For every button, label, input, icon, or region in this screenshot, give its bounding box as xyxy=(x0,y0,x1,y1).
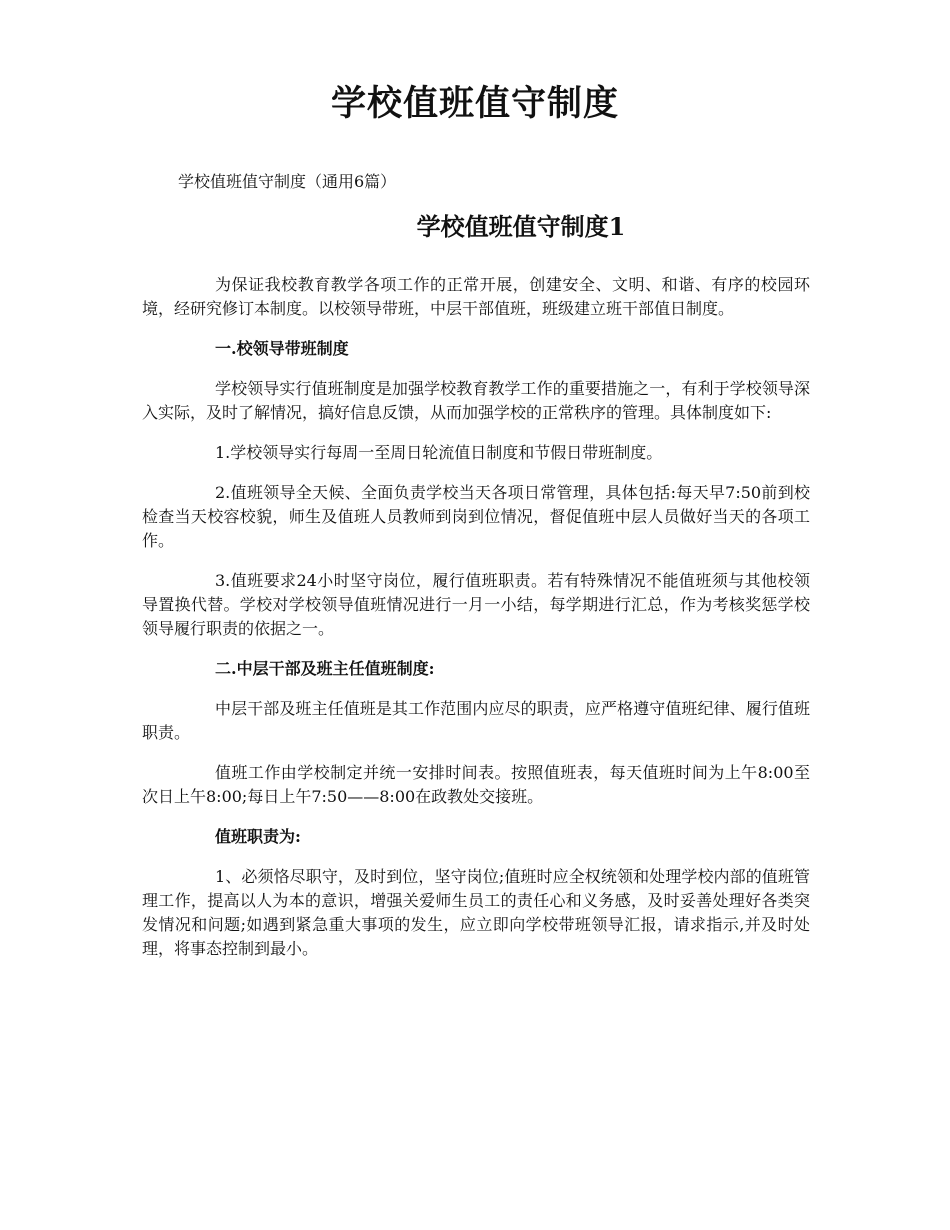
page-title: 学校值班值守制度 xyxy=(330,83,619,124)
section-title: 学校值班值守制度1 xyxy=(416,212,626,241)
document-subtitle: 学校值班值守制度（通用6篇） xyxy=(178,172,397,191)
heading-duties: 值班职责为: xyxy=(215,827,301,846)
paragraph-leader-intro: 学校领导实行值班制度是加强学校教育教学工作的重要措施之一，有利于学校领导深入实际，及时了解情况，搞好信息反馈，从而加强学校的正常秩序的管理。具体制度如下: xyxy=(142,379,810,422)
paragraph-duty-1: 1、必须恪尽职守，及时到位，坚守岗位;值班时应全权统领和处理学校内部的值班管理工作，提高以人为本的意识，增强关爱师生员工的责任心和义务感，及时妥善处理好各类突发情况和问题;如遇到紧急重大事项的发生，应立即向学校带班领导汇报，请求指示,并及时处理，将事态控制到最小。 xyxy=(142,867,810,958)
heading-leader-duty: 一.校领导带班制度 xyxy=(215,339,349,358)
paragraph-intro: 为保证我校教育教学各项工作的正常开展，创建安全、文明、和谐、有序的校园环境，经研究修订本制度。以校领导带班，中层干部值班，班级建立班干部值日制度。 xyxy=(142,275,810,318)
paragraph-rule-1: 1.学校领导实行每周一至周日轮流值日制度和节假日带班制度。 xyxy=(215,443,663,462)
paragraph-rule-3: 3.值班要求24小时坚守岗位，履行值班职责。若有特殊情况不能值班须与其他校领导置换代替。学校对学校领导值班情况进行一月一小结，每学期进行汇总，作为考核奖惩学校领导履行职责的依据之一。 xyxy=(142,571,810,638)
heading-middle-duty: 二.中层干部及班主任值班制度: xyxy=(215,659,435,678)
paragraph-middle-intro: 中层干部及班主任值班是其工作范围内应尽的职责，应严格遵守值班纪律、履行值班职责。 xyxy=(142,699,810,742)
paragraph-rule-2: 2.值班领导全天候、全面负责学校当天各项日常管理，具体包括:每天早7:50前到校检查当天校容校貌，师生及值班人员教师到岗到位情况，督促值班中层人员做好当天的各项工作。 xyxy=(142,483,810,550)
paragraph-schedule: 值班工作由学校制定并统一安排时间表。按照值班表，每天值班时间为上午8:00至次日上午8:00;每日上午7:50——8:00在政教处交接班。 xyxy=(142,763,810,806)
document-body xyxy=(142,273,810,977)
